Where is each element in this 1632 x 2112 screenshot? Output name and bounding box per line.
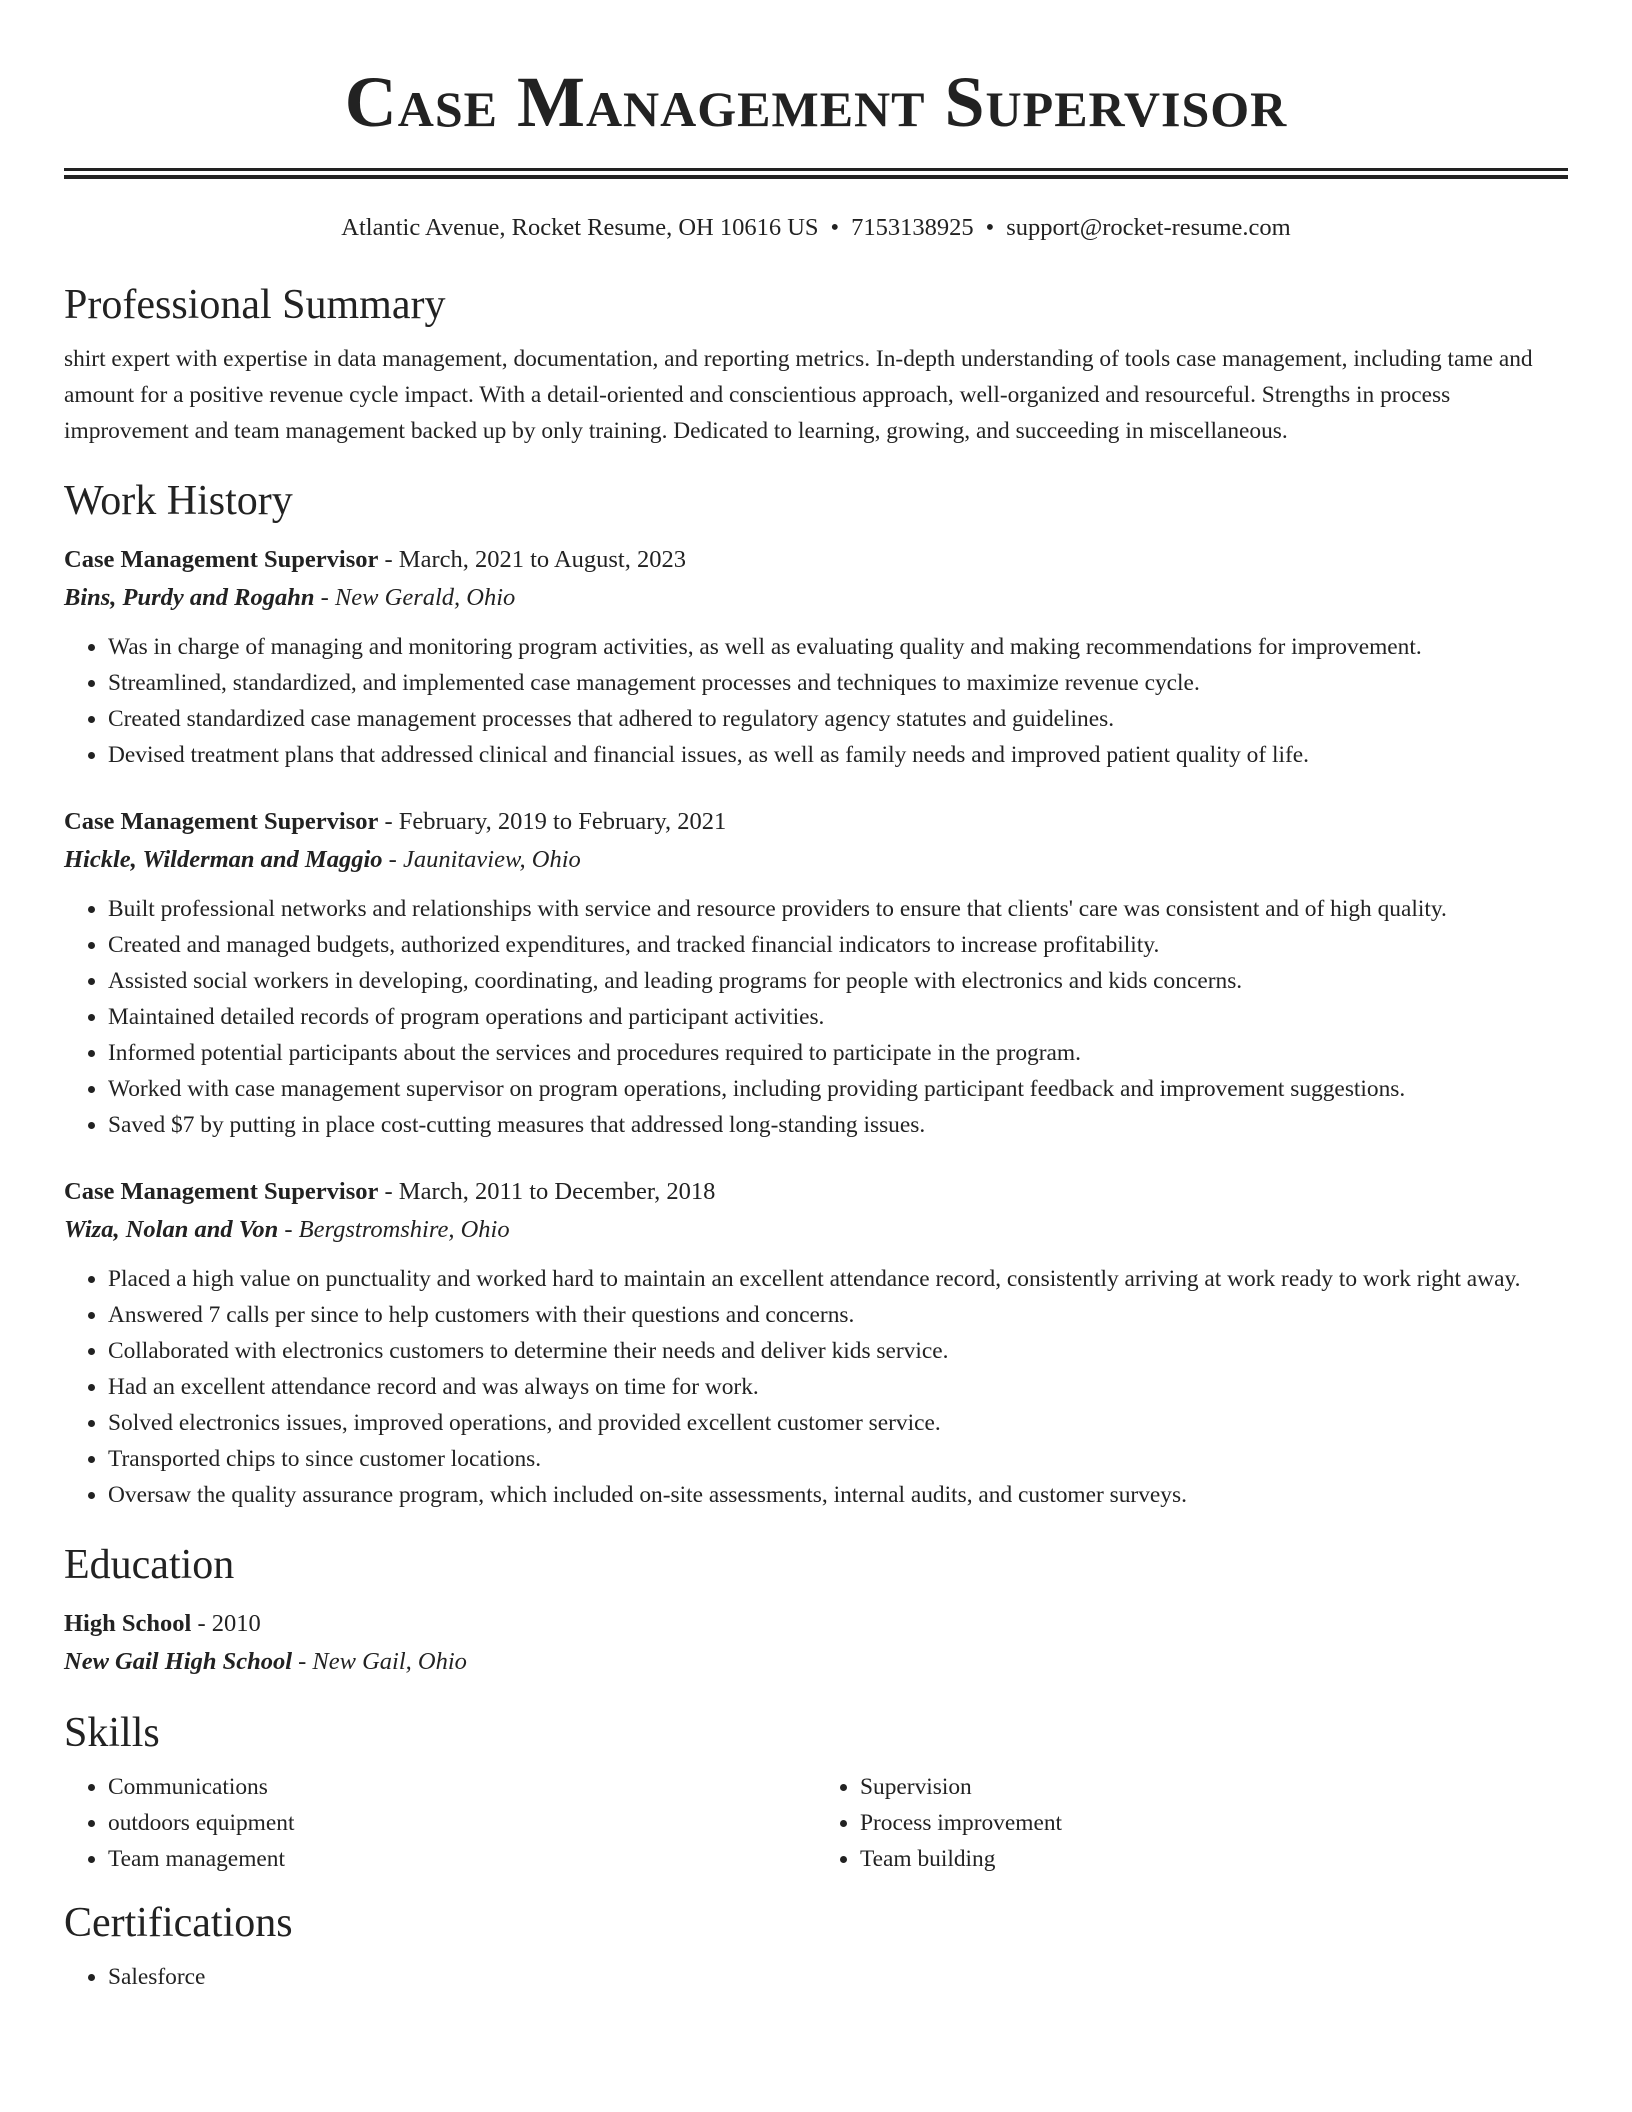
job-bullets [64, 891, 1568, 1143]
skills-heading: Skills [64, 1710, 160, 1756]
skill-item: • Communications [108, 1769, 816, 1805]
job-bullet: • Created and managed budgets, authorized expenditures, and tracked financial indicators to increase profitability. [108, 927, 1568, 963]
certification-item: • Salesforce [108, 1959, 1568, 1995]
job-title: Case Management Supervisor [64, 808, 379, 835]
job-dates: - February, 2019 to February, 2021 [378, 808, 727, 835]
employer-line [64, 579, 1568, 617]
job-dates: - March, 2021 to August, 2023 [378, 546, 686, 573]
school-name: New Gail High School [64, 1648, 293, 1675]
job-title-line [64, 1173, 1568, 1211]
education-entry [64, 1605, 1568, 1681]
job-entry-1 [64, 541, 1568, 773]
employer-location: - Bergstromshire, Ohio [278, 1216, 510, 1243]
job-bullet: • Answered 7 calls per since to help customers with their questions and concerns. [108, 1297, 1568, 1333]
job-bullet: • Solved electronics issues, improved operations, and provided excellent customer service. [108, 1405, 1568, 1441]
job-bullet: • Created standardized case management processes that adhered to regulatory agency statutes and guidelines. [108, 701, 1568, 737]
employer-name: Wiza, Nolan and Von [64, 1216, 279, 1243]
header-double-rule [64, 168, 1568, 179]
summary-text: shirt expert with expertise in data management, documentation, and reporting metrics. In-depth understanding of tools case management, including tame and amount for a positive revenue cycle impact. With a detail-oriented and conscientious approach, well-organized and resourceful. Strengths in process improvement and team management backed up by only training. Dedicated to learning, growing, and succeeding in miscellaneous. [64, 346, 1533, 444]
education-heading: Education [64, 1542, 235, 1588]
job-bullet: • Built professional networks and relationships with service and resource providers to ensure that clients' care was consistent and of high quality. [108, 891, 1568, 927]
skills-grid [64, 1769, 1568, 1877]
job-bullet: • Maintained detailed records of program operations and participant activities. [108, 999, 1568, 1035]
job-bullets [64, 1261, 1568, 1513]
employer-line [64, 841, 1568, 879]
job-bullet: • Oversaw the quality assurance program, which included on-site assessments, internal audits, and customer surveys. [108, 1477, 1568, 1513]
summary-heading: Professional Summary [64, 282, 446, 328]
job-bullet: • Saved $7 by putting in place cost-cutting measures that addressed long-standing issues. [108, 1107, 1568, 1143]
skill-item: • outdoors equipment [108, 1805, 816, 1841]
employer-name: Hickle, Wilderman and Maggio [64, 846, 383, 873]
skill-item: • Team management [108, 1841, 816, 1877]
job-bullet: • Worked with case management supervisor on program operations, including providing participant feedback and improvement suggestions. [108, 1071, 1568, 1107]
certifications-list [64, 1959, 1568, 1995]
employer-location: - New Gerald, Ohio [314, 584, 516, 611]
job-bullet: • Placed a high value on punctuality and worked hard to maintain an excellent attendance record, consistently arriving at work ready to work right away. [108, 1261, 1568, 1297]
resume-name-title: Case Management Supervisor [344, 62, 1288, 142]
job-bullet: • Devised treatment plans that addressed clinical and financial issues, as well as family needs and improved patient quality of life. [108, 737, 1568, 773]
job-entry-2 [64, 803, 1568, 1143]
skill-item: • Process improvement [860, 1805, 1568, 1841]
degree-name: High School [64, 1610, 192, 1637]
job-bullet: • Transported chips to since customer locations. [108, 1441, 1568, 1477]
skills-column-left [64, 1769, 816, 1877]
skill-item: • Team building [860, 1841, 1568, 1877]
degree-line [64, 1605, 1568, 1643]
job-title: Case Management Supervisor [64, 546, 379, 573]
skill-item: • Supervision [860, 1769, 1568, 1805]
job-bullet: • Informed potential participants about the services and procedures required to participate in the program. [108, 1035, 1568, 1071]
job-entry-3 [64, 1173, 1568, 1513]
job-title: Case Management Supervisor [64, 1178, 379, 1205]
certifications-heading: Certifications [64, 1900, 293, 1946]
job-bullet: • Collaborated with electronics customers to determine their needs and deliver kids service. [108, 1333, 1568, 1369]
skills-column-right [816, 1769, 1568, 1877]
job-bullet: • Assisted social workers in developing, coordinating, and leading programs for people with electronics and kids concerns. [108, 963, 1568, 999]
job-dates: - March, 2011 to December, 2018 [378, 1178, 716, 1205]
contact-separator: • [830, 214, 840, 241]
job-bullet: • Streamlined, standardized, and implemented case management processes and techniques to maximize revenue cycle. [108, 665, 1568, 701]
job-bullet: • Had an excellent attendance record and was always on time for work. [108, 1369, 1568, 1405]
degree-year: - 2010 [191, 1610, 261, 1637]
job-title-line [64, 803, 1568, 841]
employer-location: - Jaunitaview, Ohio [382, 846, 581, 873]
job-title-line [64, 541, 1568, 579]
job-bullets [64, 629, 1568, 773]
contact-phone: 7153138925 [851, 214, 974, 241]
contact-line [64, 213, 1568, 243]
school-location: - New Gail, Ohio [292, 1648, 467, 1675]
work-history-heading: Work History [64, 478, 293, 524]
contact-address: Atlantic Avenue, Rocket Resume, OH 10616 US [341, 214, 819, 241]
school-line [64, 1643, 1568, 1681]
employer-line [64, 1211, 1568, 1249]
employer-name: Bins, Purdy and Rogahn [64, 584, 315, 611]
job-bullet: • Was in charge of managing and monitoring program activities, as well as evaluating quality and making recommendations for improvement. [108, 629, 1568, 665]
contact-separator: • [985, 214, 995, 241]
contact-email: support@rocket-resume.com [1006, 214, 1291, 241]
